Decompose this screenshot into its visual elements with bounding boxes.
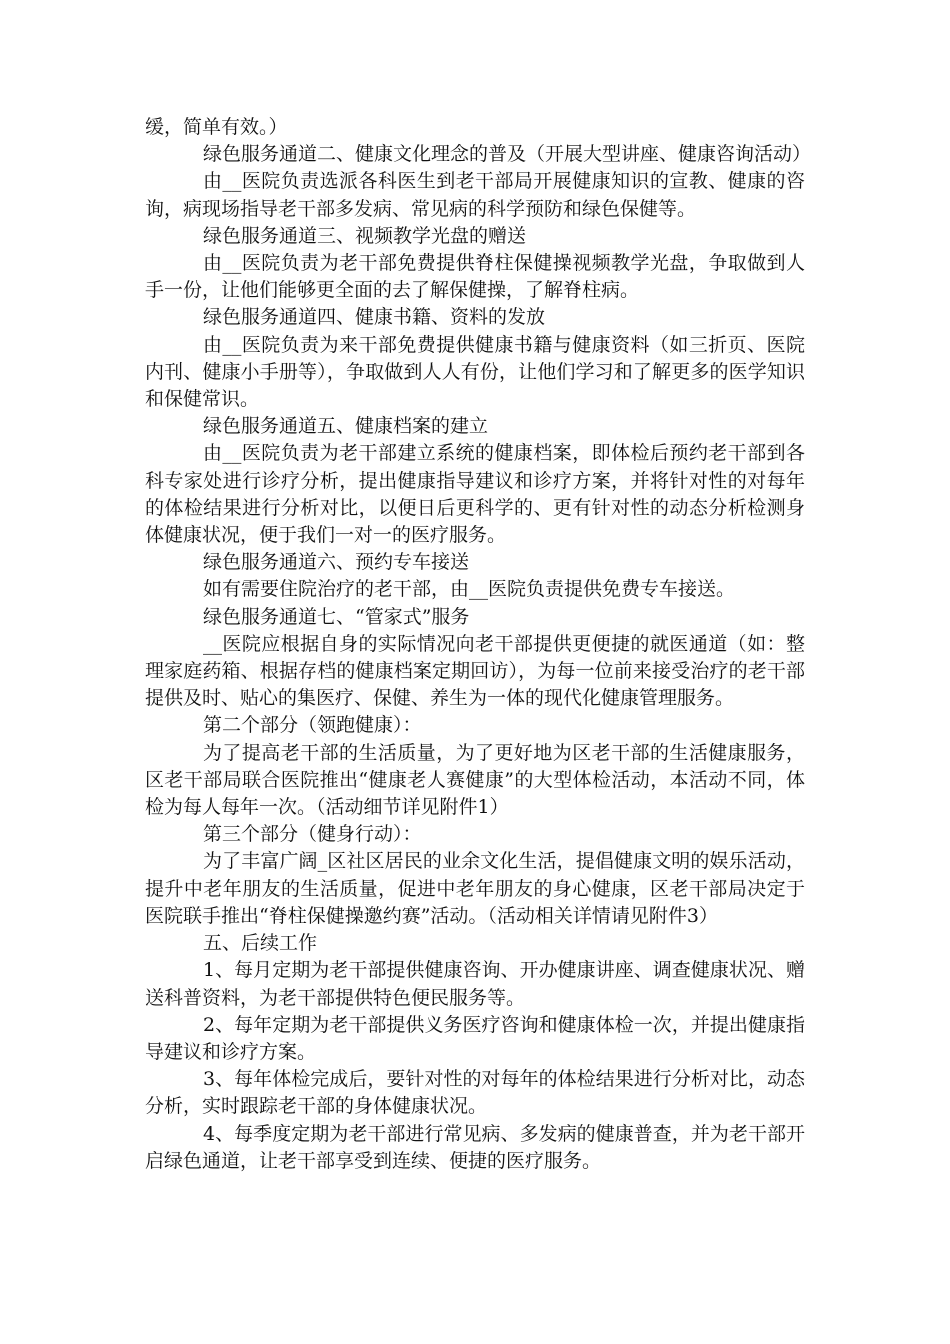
heading-channel-4: 绿色服务通道四、健康书籍、资料的发放	[203, 306, 546, 329]
heading-followup: 五、后续工作	[203, 932, 318, 955]
list-item: 2、每年定期为老干部提供义务医疗咨询和健康体检一次，并提出健康指导建议和诊疗方案。	[145, 1013, 805, 1063]
paragraph: __医院应根据自身的实际情况向老干部提供更便捷的就医通道（如：整理家庭药箱、根据存档的健康档案定期回访），为每一位前来接受治疗的老干部提供及时、贴心的集医疗、保健、养生为一体的现代化健康管理服务。	[145, 632, 805, 710]
heading-part-3: 第三个部分（健身行动）：	[203, 823, 422, 846]
paragraph: 由__医院负责为老干部免费提供脊柱保健操视频教学光盘，争取做到人手一份，让他们能够更全面的去了解保健操，了解脊柱病。	[145, 252, 805, 302]
paragraph: 由__医院负责为来干部免费提供健康书籍与健康资料（如三折页、医院内刊、健康小手册等），争取做到人人有份，让他们学习和了解更多的医学知识和保健常识。	[145, 333, 805, 411]
heading-channel-2: 绿色服务通道二、健康文化理念的普及（开展大型讲座、健康咨询活动）	[203, 143, 812, 166]
paragraph: 由__医院负责选派各科医生到老干部局开展健康知识的宣教、健康的咨询，病现场指导老干部多发病、常见病的科学预防和绿色保健等。	[145, 170, 805, 220]
heading-channel-6: 绿色服务通道六、预约专车接送	[203, 551, 470, 574]
paragraph: 由__医院负责为老干部建立系统的健康档案，即体检后预约老干部到各科专家处进行诊疗分析，提出健康指导建议和诊疗方案，并将针对性的对每年的体检结果进行分析对比，以便日后更科学的、更有针对性的动态分析检测身体健康状况，便于我们一对一的医疗服务。	[145, 442, 805, 547]
list-item: 3、每年体检完成后，要针对性的对每年的体检结果进行分析对比，动态分析，实时跟踪老干部的身体健康状况。	[145, 1068, 805, 1118]
list-item: 4、每季度定期为老干部进行常见病、多发病的健康普查，并为老干部开启绿色通道，让老干部享受到连续、便捷的医疗服务。	[145, 1122, 805, 1172]
heading-channel-5: 绿色服务通道五、健康档案的建立	[203, 415, 489, 438]
paragraph-continuation: 缓，简单有效。）	[145, 116, 288, 138]
document-body	[145, 114, 812, 1175]
paragraph: 为了丰富广阔_区社区居民的业余文化生活，提倡健康文明的娱乐活动，提升中老年朋友的生活质量，促进中老年朋友的身心健康，区老干部局决定于医院联手推出“脊柱保健操邀约赛”活动。（活动相关详情请见附件3）	[145, 850, 805, 927]
heading-channel-7: 绿色服务通道七、“管家式”服务	[203, 605, 470, 628]
heading-part-2: 第二个部分（领跑健康）：	[203, 714, 422, 737]
list-item: 1、每月定期为老干部提供健康咨询、开办健康讲座、调查健康状况、赠送科普资料，为老干部提供特色便民服务等。	[145, 959, 805, 1009]
paragraph: 如有需要住院治疗的老干部，由__医院负责提供免费专车接送。	[203, 578, 736, 601]
paragraph: 为了提高老干部的生活质量，为了更好地为区老干部的生活健康服务，区老干部局联合医院推出“健康老人赛健康”的大型体检活动，本活动不同，体检为每人每年一次。（活动细节详见附件1）	[145, 741, 805, 819]
heading-channel-3: 绿色服务通道三、视频教学光盘的赠送	[203, 224, 527, 247]
